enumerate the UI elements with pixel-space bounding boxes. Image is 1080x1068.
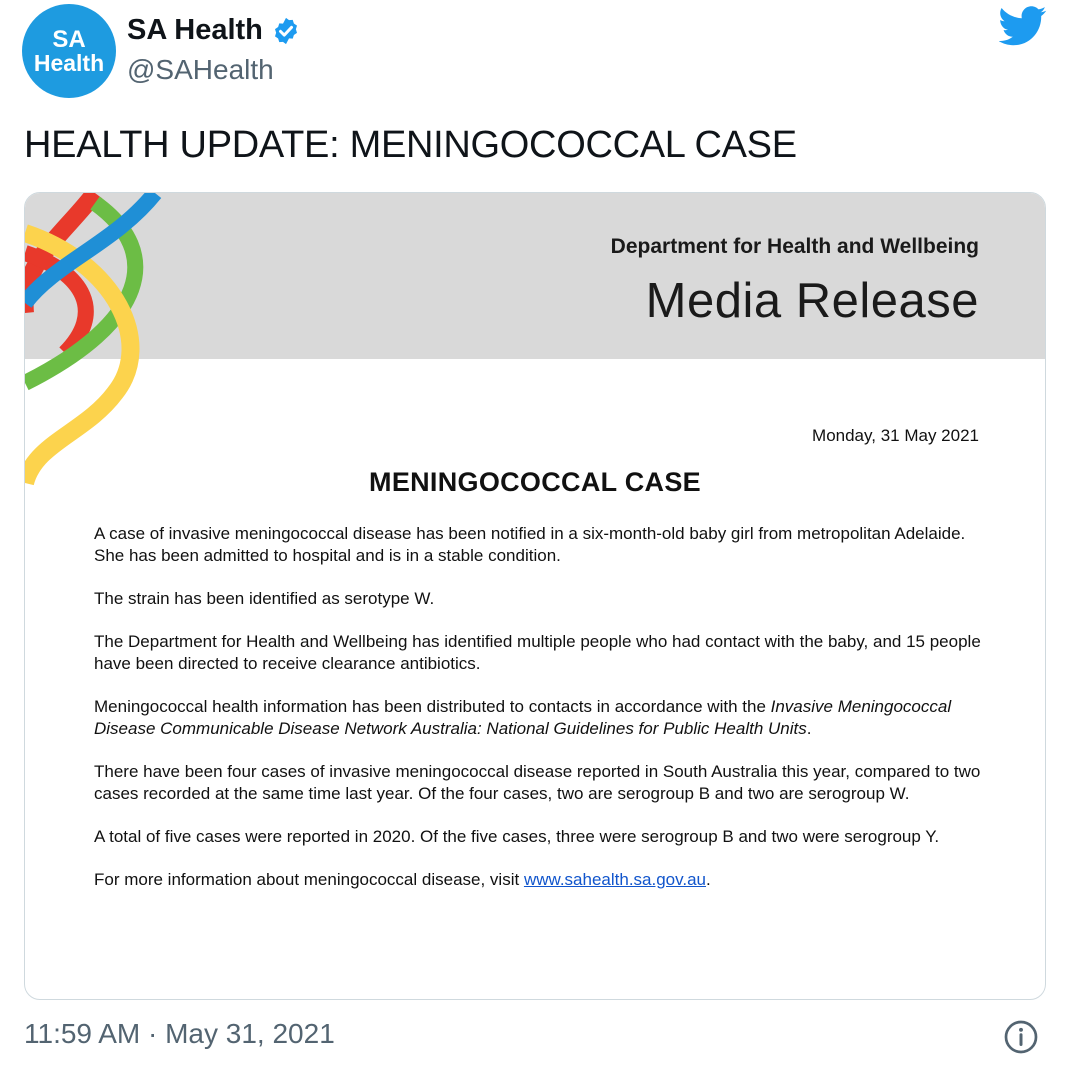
department-name: Department for Health and Wellbeing bbox=[610, 235, 979, 258]
author-display-name[interactable] bbox=[127, 14, 301, 47]
paragraph-case-counts: There have been four cases of invasive meningococcal disease reported in South Australia this year, compared to two cases recorded at the same time last year. Of the four cases, two are serogroup B and two are serogroup W. bbox=[94, 762, 981, 803]
media-release-image[interactable] bbox=[24, 192, 1046, 1000]
paragraph-strain: The strain has been identified as serotype W. bbox=[94, 589, 435, 608]
ribbon-logo-graphic bbox=[25, 193, 175, 503]
paragraph-2020-cases: A total of five cases were reported in 2020. Of the five cases, three were serogroup B and two were serogroup Y. bbox=[94, 827, 940, 846]
sahealth-link[interactable]: www.sahealth.sa.gov.au bbox=[523, 870, 707, 889]
paragraph-guidelines bbox=[94, 696, 984, 740]
tweet-timestamp[interactable]: 11:59 AM · May 31, 2021 bbox=[24, 1018, 335, 1049]
avatar-line-1: SA bbox=[52, 25, 86, 53]
guidelines-lead: Meningococcal health information has been distributed to contacts in accordance with the bbox=[94, 697, 771, 716]
more-info-end: . bbox=[706, 870, 711, 889]
avatar-line-2: Health bbox=[33, 49, 105, 76]
twitter-bird-icon[interactable] bbox=[999, 6, 1047, 46]
guidelines-title: Invasive Meningococcal Disease Communicable Disease Network Australia: National Guidelines for Public Health Units bbox=[94, 697, 952, 738]
guidelines-end: . bbox=[806, 719, 812, 738]
verified-badge-icon bbox=[271, 16, 301, 46]
avatar[interactable] bbox=[22, 4, 116, 98]
author-handle[interactable]: @SAHealth bbox=[127, 54, 274, 85]
author-display-name-text: SA Health bbox=[127, 14, 263, 46]
paragraph-contacts: The Department for Health and Wellbeing has identified multiple people who had contact with the baby, and 15 people have been directed to receive clearance antibiotics. bbox=[94, 632, 981, 673]
release-title: MENINGOCOCCAL CASE bbox=[369, 467, 701, 497]
info-icon[interactable] bbox=[1003, 1019, 1039, 1055]
paragraph-more-info bbox=[94, 869, 984, 891]
release-body bbox=[94, 523, 984, 912]
tweet-text: HEALTH UPDATE: MENINGOCOCCAL CASE bbox=[24, 124, 797, 166]
media-release-heading: Media Release bbox=[645, 274, 979, 328]
paragraph-case-notification: A case of invasive meningococcal disease has been notified in a six-month-old baby girl from metropolitan Adelaide. She has been admitted to hospital and is in a stable condition. bbox=[94, 524, 966, 565]
release-date: Monday, 31 May 2021 bbox=[812, 426, 979, 445]
more-info-lead: For more information about meningococcal disease, visit bbox=[94, 870, 524, 889]
